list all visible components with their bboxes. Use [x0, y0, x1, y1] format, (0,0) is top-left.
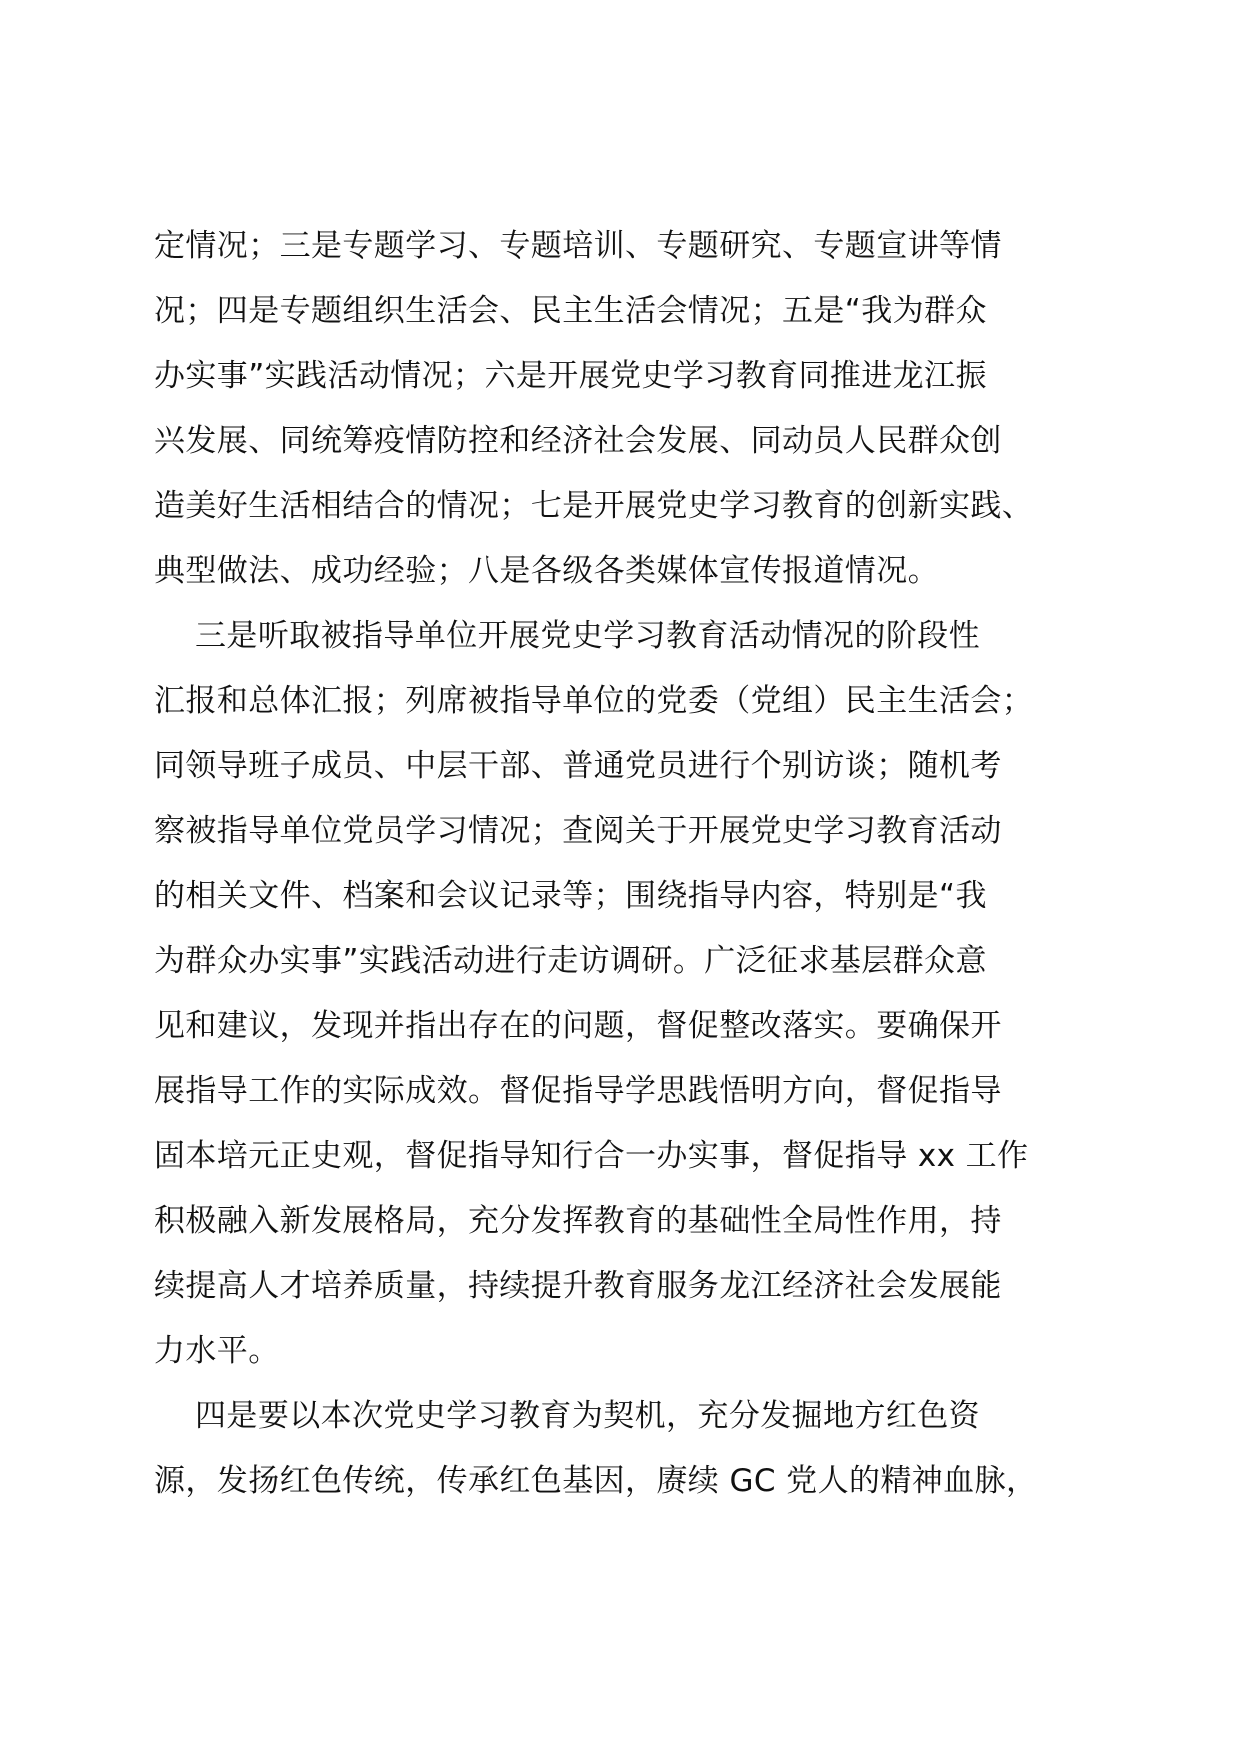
- document-body: [154, 214, 1110, 1514]
- text-line: 兴发展、同统筹疫情防控和经济社会发展、同动员人民群众创: [154, 423, 1002, 459]
- text-line: 办实事”实践活动情况；六是开展党史学习教育同推进龙江振: [154, 358, 987, 394]
- text-line: 固本培元正史观，督促指导知行合一办实事，督促指导 xx 工作: [154, 1138, 1029, 1174]
- text-line: 为群众办实事”实践活动进行走访调研。广泛征求基层群众意: [154, 943, 987, 979]
- text-line: 续提高人才培养质量，持续提升教育服务龙江经济社会发展能: [154, 1268, 1002, 1304]
- text-line: 同领导班子成员、中层干部、普通党员进行个别访谈；随机考: [154, 748, 1002, 784]
- text-line: 见和建议，发现并指出存在的问题，督促整改落实。要确保开: [154, 1008, 1002, 1044]
- text-line: 的相关文件、档案和会议记录等；围绕指导内容，特别是“我: [154, 878, 987, 914]
- text-line: 察被指导单位党员学习情况；查阅关于开展党史学习教育活动: [154, 813, 1002, 849]
- paragraph-2: [154, 604, 1110, 1384]
- paragraph-1: [154, 214, 1110, 604]
- text-line: 力水平。: [154, 1333, 280, 1369]
- text-line: 积极融入新发展格局，充分发挥教育的基础性全局性作用，持: [154, 1203, 1002, 1239]
- text-line: 定情况；三是专题学习、专题培训、专题研究、专题宣讲等情: [154, 228, 1002, 264]
- text-line: 展指导工作的实际成效。督促指导学思践悟明方向，督促指导: [154, 1073, 1002, 1109]
- text-line: 典型做法、成功经验；八是各级各类媒体宣传报道情况。: [154, 553, 939, 589]
- text-line: 源，发扬红色传统，传承红色基因，赓续 GC 党人的精神血脉，: [154, 1463, 1038, 1499]
- text-line: 汇报和总体汇报；列席被指导单位的党委（党组）民主生活会；: [154, 683, 1034, 719]
- text-line: 况；四是专题组织生活会、民主生活会情况；五是“我为群众: [154, 293, 987, 329]
- paragraph-3: [154, 1384, 1110, 1514]
- text-line: 四是要以本次党史学习教育为契机，充分发掘地方红色资: [154, 1398, 981, 1434]
- text-line: 三是听取被指导单位开展党史学习教育活动情况的阶段性: [154, 618, 981, 654]
- text-line: 造美好生活相结合的情况；七是开展党史学习教育的创新实践、: [154, 488, 1034, 524]
